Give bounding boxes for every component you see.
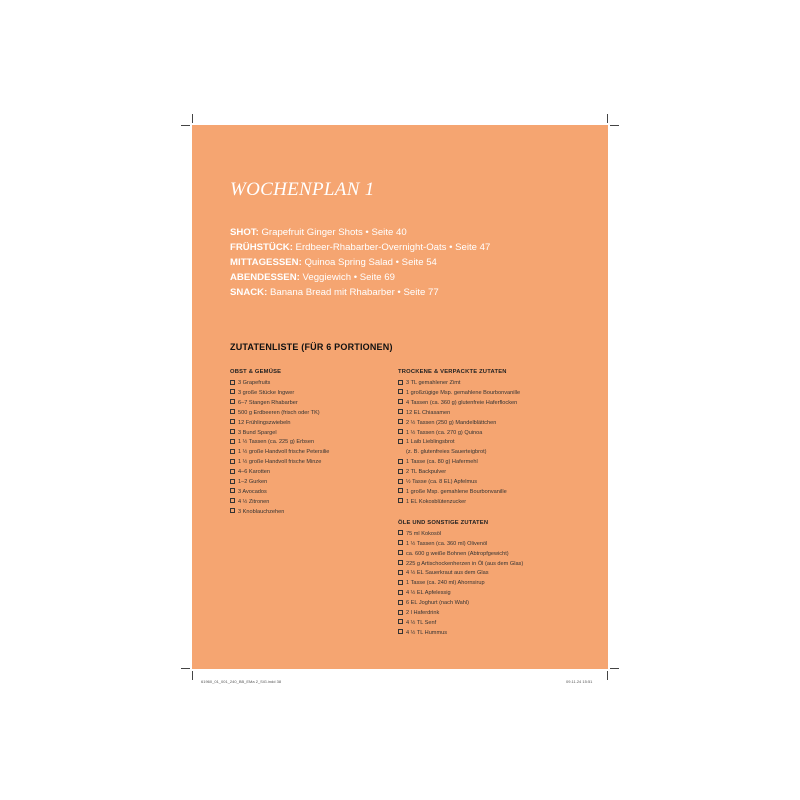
item-text: ca. 600 g weiße Bohnen (Abtropfgewicht) [406, 550, 509, 557]
ingredients-title: ZUTATENLISTE (FÜR 6 PORTIONEN) [230, 342, 393, 352]
item-text: 3 Bund Spargel [238, 429, 277, 436]
checkbox-icon[interactable] [398, 399, 403, 404]
checkbox-icon[interactable] [398, 590, 403, 595]
checkbox-icon[interactable] [230, 459, 235, 464]
crop-mark [181, 668, 190, 669]
checklist-item[interactable] [230, 389, 420, 399]
pantry-column [398, 368, 588, 639]
item-text: 225 g Artischockenherzen in Öl (aus dem Glas) [406, 560, 524, 567]
menu-list [230, 225, 600, 300]
checklist-item[interactable] [398, 498, 588, 508]
checkbox-icon[interactable] [230, 409, 235, 414]
checklist-item[interactable] [230, 468, 420, 478]
checkbox-icon[interactable] [230, 399, 235, 404]
checkbox-icon[interactable] [398, 498, 403, 503]
checklist-item[interactable] [230, 448, 420, 458]
checkbox-icon[interactable] [398, 610, 403, 615]
section-spacer [398, 508, 588, 519]
item-text: 6–7 Stangen Rhabarber [238, 399, 298, 406]
menu-item-dinner [230, 270, 600, 285]
checklist-item[interactable] [230, 498, 420, 508]
checkbox-icon[interactable] [398, 619, 403, 624]
checkbox-icon[interactable] [398, 459, 403, 464]
checklist-item[interactable] [398, 468, 588, 478]
menu-item-shot [230, 225, 600, 240]
checkbox-icon[interactable] [398, 600, 403, 605]
item-text: 4 ½ Zitronen [238, 498, 270, 505]
item-text: 3 große Stücke Ingwer [238, 389, 295, 396]
checkbox-icon[interactable] [398, 580, 403, 585]
item-text: 1 großzügige Msp. gemahlene Bourbonvanille [406, 389, 521, 396]
item-text: 75 ml Kokosöl [406, 530, 442, 537]
menu-text: Grapefruit Ginger Shots • Seite 40 [258, 227, 407, 238]
dry-goods-heading: TROCKENE & VERPACKTE ZUTATEN [398, 369, 507, 375]
checkbox-icon[interactable] [230, 429, 235, 434]
checklist-item[interactable] [398, 609, 588, 619]
item-text: 4 ½ TL Senf [406, 619, 437, 626]
menu-item-lunch [230, 255, 600, 270]
checkbox-icon[interactable] [398, 560, 403, 565]
checklist-item[interactable] [398, 530, 588, 540]
menu-text: Quinoa Spring Salad • Seite 54 [301, 257, 437, 268]
crop-mark [607, 114, 608, 123]
checklist-item[interactable] [398, 560, 588, 570]
checklist-item[interactable] [230, 419, 420, 429]
checklist-item[interactable] [398, 399, 588, 409]
checkbox-icon[interactable] [230, 380, 235, 385]
checklist-item[interactable] [398, 550, 588, 560]
checklist-item[interactable] [230, 379, 420, 389]
menu-label: ABENDESSEN: [230, 272, 300, 283]
item-text: 1 EL Kokosblütenzucker [406, 498, 467, 505]
crop-mark [610, 668, 619, 669]
checklist-item[interactable] [398, 458, 588, 468]
checklist-item[interactable] [398, 619, 588, 629]
checklist-item[interactable] [398, 379, 588, 389]
checklist-item[interactable] [398, 419, 588, 429]
item-text: 4 Tassen (ca. 360 g) glutenfreie Haferflocken [406, 399, 518, 406]
page-title: WOCHENPLAN 1 [230, 179, 375, 200]
item-text: 6 EL Joghurt (nach Wahl) [406, 600, 470, 607]
checklist-item[interactable] [398, 429, 588, 439]
item-text: 1 ½ große Handvoll frische Minze [238, 459, 322, 466]
item-text: 3 Grapefruits [238, 380, 271, 386]
item-text: 3 TL gemahlener Zimt [406, 380, 461, 386]
menu-text: Banana Bread mit Rhabarber • Seite 77 [267, 287, 439, 298]
checkbox-icon[interactable] [230, 469, 235, 474]
checkbox-icon[interactable] [230, 498, 235, 503]
checkbox-icon[interactable] [230, 449, 235, 454]
checkbox-icon[interactable] [398, 479, 403, 484]
checklist-item[interactable] [398, 569, 588, 579]
checklist-item[interactable] [398, 629, 588, 639]
item-text: 4 ½ EL Sauerkraut aus dem Glas [406, 570, 489, 577]
checkbox-icon[interactable] [230, 479, 235, 484]
menu-item-breakfast [230, 240, 600, 255]
checklist-item[interactable] [398, 589, 588, 599]
produce-column [230, 368, 420, 518]
checkbox-icon[interactable] [398, 488, 403, 493]
item-text: 1 Tasse (ca. 240 ml) Ahornsirup [406, 580, 485, 587]
item-text: 3 Knoblauchzehen [238, 508, 285, 515]
print-slug-date: 09.11.24 15:51 [566, 679, 593, 684]
item-text: 4 ½ EL Apfelessig [406, 590, 451, 597]
checkbox-icon[interactable] [398, 469, 403, 474]
menu-text: Veggiewich • Seite 69 [299, 272, 395, 283]
item-text: 1 ½ Tassen (ca. 360 ml) Olivenöl [406, 540, 488, 547]
checkbox-icon[interactable] [398, 530, 403, 535]
item-text: 1 Tasse (ca. 80 g) Hafermehl [406, 459, 478, 466]
item-text: 4–6 Karotten [238, 469, 271, 476]
checklist-item[interactable] [230, 429, 420, 439]
recipe-page [192, 125, 608, 669]
item-text: 1 große Msp. gemahlene Bourbonvanille [406, 488, 507, 495]
menu-text: Erdbeer-Rhabarber-Overnight-Oats • Seite 47 [292, 242, 491, 253]
checklist-item[interactable] [398, 389, 588, 399]
checkbox-icon[interactable] [398, 550, 403, 555]
checklist-item[interactable] [398, 579, 588, 589]
checklist-item[interactable] [398, 478, 588, 488]
checklist-item[interactable] [398, 599, 588, 609]
item-text: 12 Frühlingszwiebeln [238, 419, 291, 426]
item-text: 1–2 Gurken [238, 479, 268, 486]
print-slug-file: 61960_01_001_240_BB_EMa 2_SiG.indd 38 [201, 679, 282, 684]
checklist-item[interactable] [398, 540, 588, 550]
item-text: 500 g Erdbeeren (frisch oder TK) [238, 409, 320, 416]
crop-mark [610, 125, 619, 126]
checkbox-icon[interactable] [398, 409, 403, 414]
item-text: 2 l Haferdrink [406, 610, 440, 617]
checklist-item[interactable] [230, 478, 420, 488]
menu-label: MITTAGESSEN: [230, 257, 302, 268]
checklist-item[interactable] [230, 458, 420, 468]
item-text: ½ Tasse (ca. 8 EL) Apfelmus [406, 479, 478, 486]
checklist-item[interactable] [230, 409, 420, 419]
item-text: 1 Laib Lieblingsbrot [406, 439, 455, 446]
checklist-item[interactable] [398, 409, 588, 419]
item-text: 3 Avocados [238, 488, 267, 495]
crop-mark [181, 125, 190, 126]
menu-label: FRÜHSTÜCK: [230, 242, 293, 253]
checklist-item[interactable] [230, 399, 420, 409]
menu-item-snack [230, 285, 600, 300]
item-text: 2 ½ Tassen (250 g) Mandelblättchen [406, 419, 497, 426]
item-text: 4 ½ TL Hummus [406, 629, 448, 636]
checklist-item[interactable] [398, 438, 588, 448]
checkbox-icon[interactable] [230, 419, 235, 424]
checklist-item[interactable] [230, 438, 420, 448]
oils-heading: ÖLE UND SONSTIGE ZUTATEN [398, 519, 489, 526]
item-text: 1 ½ große Handvoll frische Petersilie [238, 449, 330, 456]
item-text: 2 TL Backpulver [406, 469, 447, 476]
item-text: 1 ½ Tassen (ca. 270 g) Quinoa [406, 429, 483, 436]
menu-label: SNACK: [230, 287, 268, 298]
checkbox-icon[interactable] [398, 570, 403, 575]
crop-mark [607, 671, 608, 680]
checkbox-icon[interactable] [398, 380, 403, 385]
checkbox-icon[interactable] [398, 540, 403, 545]
crop-mark [192, 671, 193, 680]
checklist-item[interactable] [230, 488, 420, 498]
checkbox-icon[interactable] [398, 629, 403, 634]
item-text: 12 EL Chiasamen [406, 409, 451, 416]
checkbox-icon[interactable] [398, 389, 403, 394]
checkbox-icon[interactable] [230, 508, 235, 513]
produce-heading: OBST & GEMÜSE [230, 369, 282, 375]
checkbox-icon[interactable] [230, 439, 235, 444]
checkbox-icon[interactable] [398, 429, 403, 434]
crop-mark [192, 114, 193, 123]
checkbox-icon[interactable] [398, 439, 403, 444]
checklist-item[interactable] [230, 508, 420, 518]
item-note: (z. B. glutenfreies Sauerteigbrot) [406, 449, 487, 456]
checkbox-icon[interactable] [398, 419, 403, 424]
item-text: 1 ½ Tassen (ca. 225 g) Erbsen [238, 439, 315, 446]
checklist-item[interactable] [398, 488, 588, 498]
checkbox-icon[interactable] [230, 488, 235, 493]
menu-label: SHOT: [230, 227, 259, 238]
checkbox-icon[interactable] [230, 389, 235, 394]
